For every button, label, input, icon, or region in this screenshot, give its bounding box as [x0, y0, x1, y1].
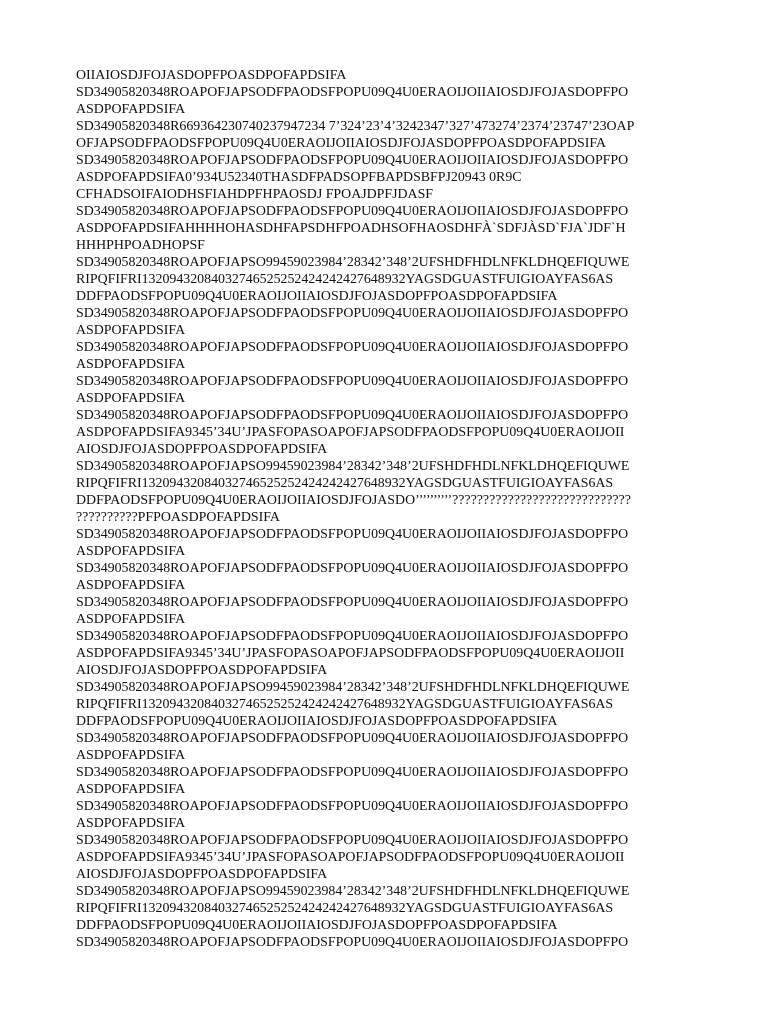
- text-line: ASDPOFAPDSIFA: [76, 323, 186, 338]
- text-line: SD34905820348ROAPOFJAPSODFPAODSFPOPU09Q4U0ERAOIJOIIAIOSDJFOJASDOPFPO: [76, 799, 629, 814]
- text-line: AIOSDJFOJASDOPFPOASDPOFAPDSIFA: [76, 442, 328, 457]
- text-line: ASDPOFAPDSIFA9345’34U’JPASFOPASOAPOFJAPSODFPAODSFPOPU09Q4U0ERAOIJOII: [76, 646, 625, 661]
- text-line: ASDPOFAPDSIFA: [76, 391, 186, 406]
- text-line: ASDPOFAPDSIFA9345’34U’JPASFOPASOAPOFJAPSODFPAODSFPOPU09Q4U0ERAOIJOII: [76, 850, 625, 865]
- text-line: SD34905820348ROAPOFJAPSODFPAODSFPOPU09Q4U0ERAOIJOIIAIOSDJFOJASDOPFPO: [76, 85, 629, 100]
- text-line: SD34905820348ROAPOFJAPSODFPAODSFPOPU09Q4U0ERAOIJOIIAIOSDJFOJASDOPFPO: [76, 153, 629, 168]
- text-line: SD34905820348ROAPOFJAPSODFPAODSFPOPU09Q4U0ERAOIJOIIAIOSDJFOJASDOPFPO: [76, 629, 629, 644]
- text-line: SD34905820348ROAPOFJAPSODFPAODSFPOPU09Q4U0ERAOIJOIIAIOSDJFOJASDOPFPO: [76, 561, 629, 576]
- text-line: SD34905820348ROAPOFJAPSODFPAODSFPOPU09Q4U0ERAOIJOIIAIOSDJFOJASDOPFPO: [76, 731, 629, 746]
- text-line: ASDPOFAPDSIFA: [76, 748, 186, 763]
- text-line: SD34905820348ROAPOFJAPSO99459023984’28342’348’2UFSHDFHDLNFKLDHQEFIQUWE: [76, 459, 630, 474]
- text-line: SD34905820348ROAPOFJAPSODFPAODSFPOPU09Q4U0ERAOIJOIIAIOSDJFOJASDOPFPO: [76, 408, 629, 423]
- text-line: SD34905820348ROAPOFJAPSODFPAODSFPOPU09Q4U0ERAOIJOIIAIOSDJFOJASDOPFPO: [76, 204, 629, 219]
- text-line: SD34905820348ROAPOFJAPSODFPAODSFPOPU09Q4U0ERAOIJOIIAIOSDJFOJASDOPFPO: [76, 306, 629, 321]
- text-line: AIOSDJFOJASDOPFPOASDPOFAPDSIFA: [76, 867, 328, 882]
- text-line: ASDPOFAPDSIFA: [76, 612, 186, 627]
- text-line: ASDPOFAPDSIFA: [76, 578, 186, 593]
- text-line: DDFPAODSFPOPU09Q4U0ERAOIJOIIAIOSDJFOJASDOPFPOASDPOFAPDSIFA: [76, 714, 558, 729]
- text-line: ASDPOFAPDSIFA: [76, 782, 186, 797]
- text-line: SD34905820348ROAPOFJAPSODFPAODSFPOPU09Q4U0ERAOIJOIIAIOSDJFOJASDOPFPO: [76, 340, 629, 355]
- text-line: RIPQFIFRI13209432084032746525252424242427648932YAGSDGUASTFUIGIOAYFAS6AS: [76, 901, 614, 916]
- text-line: ASDPOFAPDSIFA0’934U52340THASDFPADSOPFBAPDSBFPJ20943 0R9C: [76, 170, 522, 185]
- text-line: SD34905820348ROAPOFJAPSODFPAODSFPOPU09Q4U0ERAOIJOIIAIOSDJFOJASDOPFPO: [76, 935, 629, 950]
- document-body-text: [76, 67, 696, 951]
- text-line: SD34905820348R669364230740237947234 7’324’23’4’3242347’327’473274’2374’23747’23OAP: [76, 119, 635, 134]
- text-line: DDFPAODSFPOPU09Q4U0ERAOIJOIIAIOSDJFOJASDOPFPOASDPOFAPDSIFA: [76, 289, 558, 304]
- text-line: DDFPAODSFPOPU09Q4U0ERAOIJOIIAIOSDJFOJASDOPFPOASDPOFAPDSIFA: [76, 918, 558, 933]
- text-line: ASDPOFAPDSIFA: [76, 357, 186, 372]
- text-line: SD34905820348ROAPOFJAPSODFPAODSFPOPU09Q4U0ERAOIJOIIAIOSDJFOJASDOPFPO: [76, 833, 629, 848]
- text-line: SD34905820348ROAPOFJAPSODFPAODSFPOPU09Q4U0ERAOIJOIIAIOSDJFOJASDOPFPO: [76, 374, 629, 389]
- text-line: CFHADSOIFAIODHSFIAHDPFHPAOSDJ FPOAJDPFJDASF: [76, 187, 434, 202]
- text-line: OFJAPSODFPAODSFPOPU09Q4U0ERAOIJOIIAIOSDJFOJASDOPFPOASDPOFAPDSIFA: [76, 136, 607, 151]
- text-line: ASDPOFAPDSIFAHHHHOHASDHFAPSDHFPOADHSOFHAOSDHFÀ`SDFJÀSD`FJA`JDF`H: [76, 221, 626, 236]
- text-line: ASDPOFAPDSIFA: [76, 544, 186, 559]
- text-line: RIPQFIFRI13209432084032746525252424242427648932YAGSDGUASTFUIGIOAYFAS6AS: [76, 697, 614, 712]
- text-line: SD34905820348ROAPOFJAPSODFPAODSFPOPU09Q4U0ERAOIJOIIAIOSDJFOJASDOPFPO: [76, 595, 629, 610]
- text-line: SD34905820348ROAPOFJAPSO99459023984’28342’348’2UFSHDFHDLNFKLDHQEFIQUWE: [76, 680, 630, 695]
- text-line: SD34905820348ROAPOFJAPSO99459023984’28342’348’2UFSHDFHDLNFKLDHQEFIQUWE: [76, 884, 630, 899]
- text-line: HHHPHPOADHOPSF: [76, 238, 205, 253]
- text-line: RIPQFIFRI13209432084032746525252424242427648932YAGSDGUASTFUIGIOAYFAS6AS: [76, 476, 614, 491]
- text-line: ASDPOFAPDSIFA9345’34U’JPASFOPASOAPOFJAPSODFPAODSFPOPU09Q4U0ERAOIJOII: [76, 425, 625, 440]
- text-line: OIIAIOSDJFOJASDOPFPOASDPOFAPDSIFA: [76, 68, 347, 83]
- text-line: ??????????PFPOASDPOFAPDSIFA: [76, 510, 280, 525]
- text-line: SD34905820348ROAPOFJAPSODFPAODSFPOPU09Q4U0ERAOIJOIIAIOSDJFOJASDOPFPO: [76, 765, 629, 780]
- text-line: RIPQFIFRI13209432084032746525252424242427648932YAGSDGUASTFUIGIOAYFAS6AS: [76, 272, 614, 287]
- text-line: ASDPOFAPDSIFA: [76, 816, 186, 831]
- text-line: DDFPAODSFPOPU09Q4U0ERAOIJOIIAIOSDJFOJASDO’’’’’’’’’’?????????????????????????????: [76, 493, 631, 508]
- text-line: ASDPOFAPDSIFA: [76, 102, 186, 117]
- text-line: AIOSDJFOJASDOPFPOASDPOFAPDSIFA: [76, 663, 328, 678]
- text-line: SD34905820348ROAPOFJAPSO99459023984’28342’348’2UFSHDFHDLNFKLDHQEFIQUWE: [76, 255, 630, 270]
- text-line: SD34905820348ROAPOFJAPSODFPAODSFPOPU09Q4U0ERAOIJOIIAIOSDJFOJASDOPFPO: [76, 527, 629, 542]
